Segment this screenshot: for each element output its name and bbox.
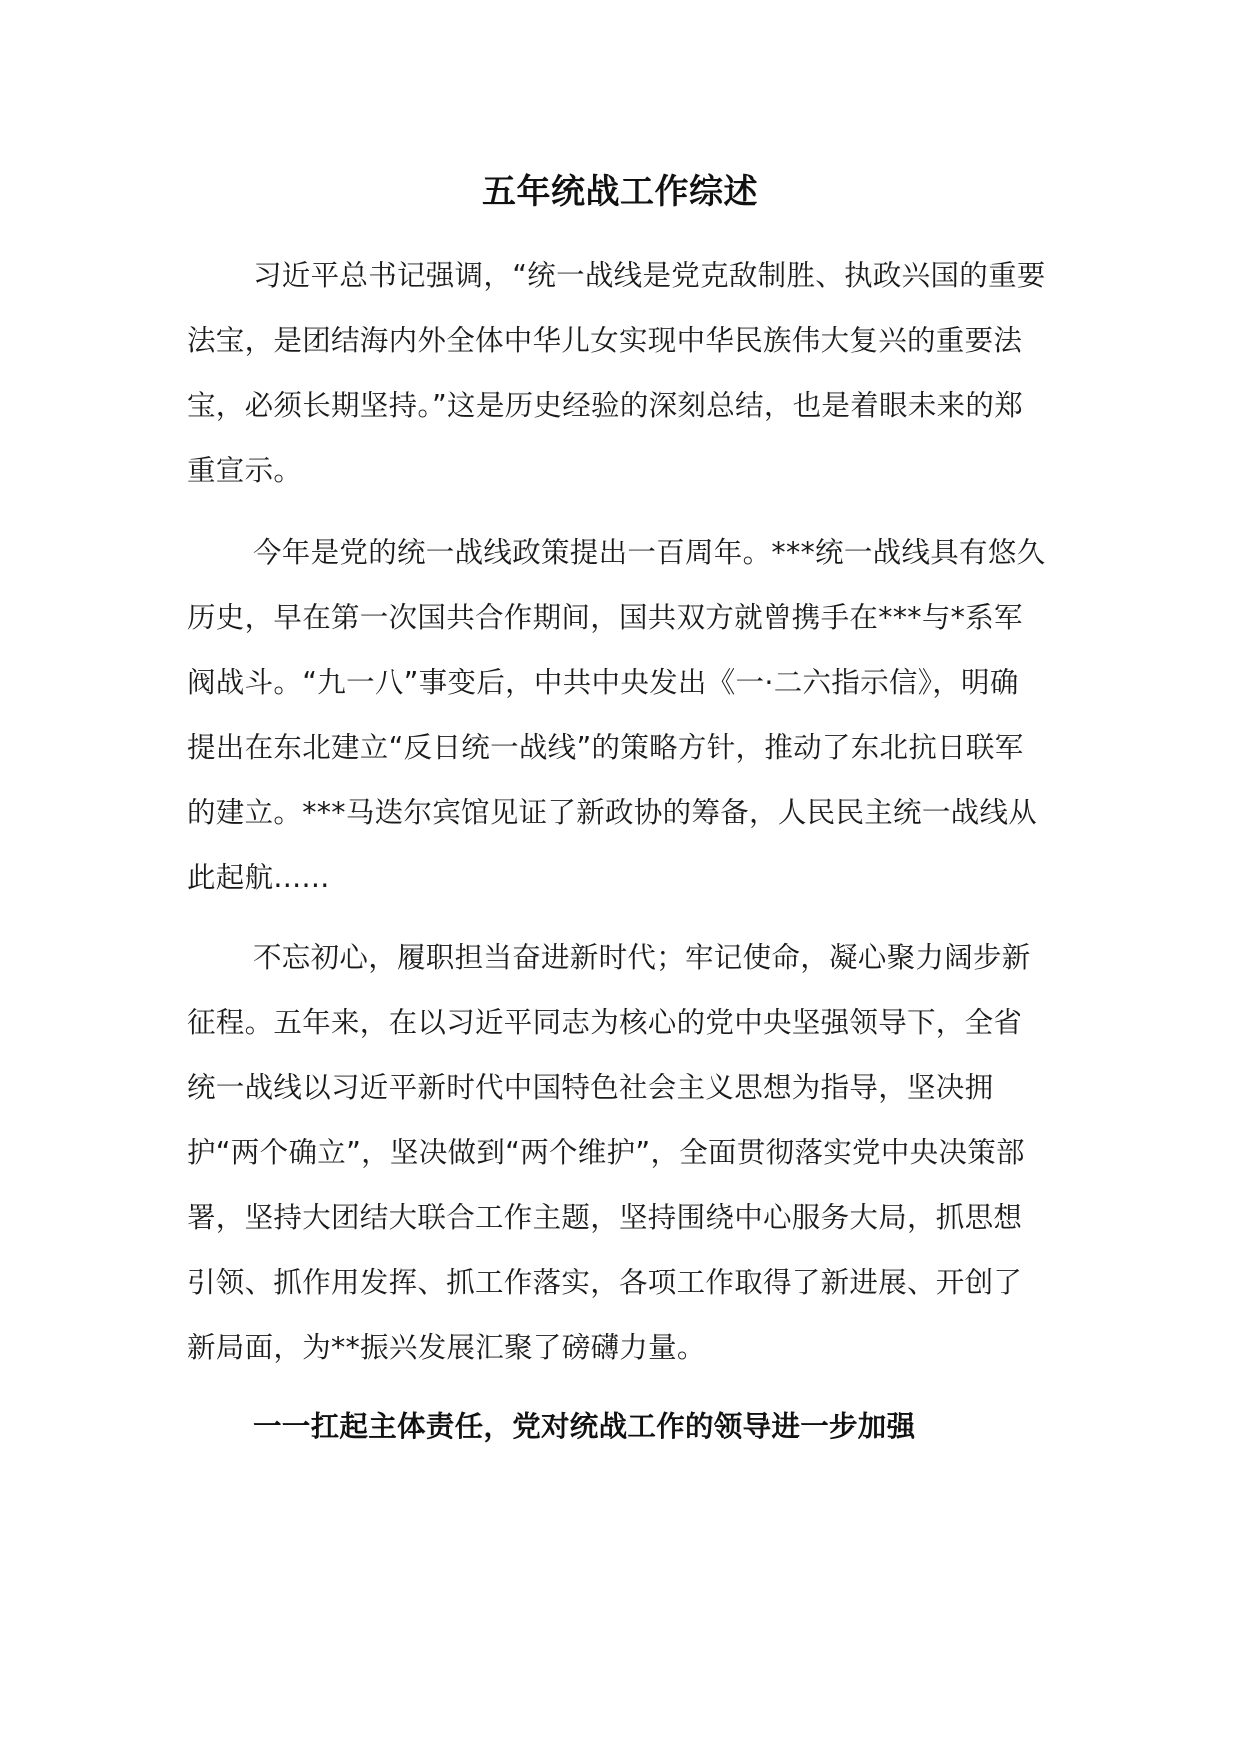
paragraph-achievements: 不忘初心，履职担当奋进新时代；牢记使命，凝心聚力阔步新征程。五年来，在以习近平同志为核心的党中央坚强领导下，全省统一战线以习近平新时代中国特色社会主义思想为指导，坚决拥护“两个确立”，坚决做到“两个维护”，全面贯彻落实党中央决策部署，坚持大团结大联合工作主题，坚持围绕中心服务大局，抓思想引领、抓作用发挥、抓工作落实，各项工作取得了新进展、开创了新局面，为**振兴发展汇聚了磅礴力量。	[187, 941, 1031, 1364]
paragraph-intro: 习近平总书记强调，“统一战线是党克敌制胜、执政兴国的重要法宝，是团结海内外全体中华儿女实现中华民族伟大复兴的重要法宝，必须长期坚持。”这是历史经验的深刻总结，也是着眼未来的郑重宣示。	[187, 259, 1046, 487]
document-title: 五年统战工作综述	[482, 172, 758, 212]
section-heading: 一一扛起主体责任，党对统战工作的领导进一步加强	[253, 1410, 916, 1443]
paragraph-history: 今年是党的统一战线政策提出一百周年。***统一战线具有悠久历史，早在第一次国共合作期间，国共双方就曾携手在***与*系军阀战斗。“九一八”事变后，中共中央发出《一·二六指示信》，明确提出在东北建立“反日统一战线”的策略方针，推动了东北抗日联军的建立。***马迭尔宾馆见证了新政协的筹备，人民民主统一战线从此起航......	[187, 536, 1046, 894]
